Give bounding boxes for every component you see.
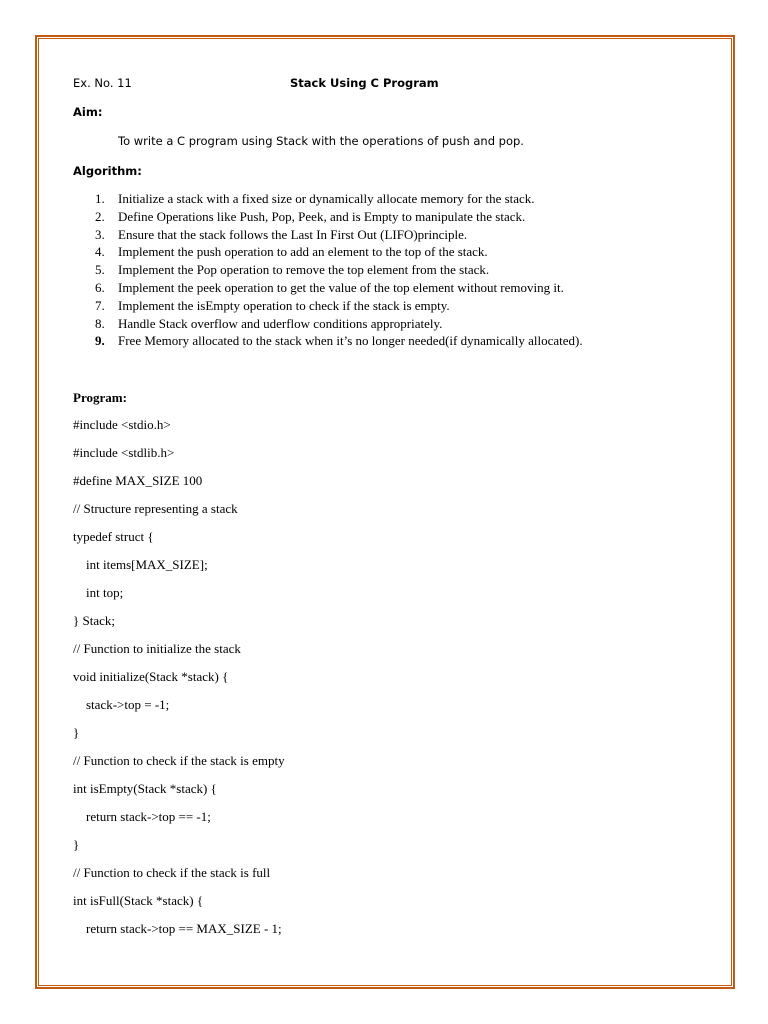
code-line: int top;: [73, 585, 124, 600]
step-number: 4.: [95, 244, 105, 260]
algorithm-step: [95, 261, 583, 279]
code-line: #include <stdio.h>: [73, 417, 171, 432]
exercise-number: Ex. No. 11: [73, 76, 132, 90]
algorithm-step: [95, 315, 583, 333]
step-number: 5.: [95, 262, 105, 278]
step-number: 7.: [95, 297, 105, 313]
step-text: Implement the push operation to add an element to the top of the stack.: [118, 244, 488, 260]
step-text: Implement the peek operation to get the value of the top element without removing it.: [118, 279, 564, 295]
code-line: // Structure representing a stack: [73, 501, 238, 516]
code-line: return stack->top == MAX_SIZE - 1;: [73, 921, 282, 936]
code-line: }: [73, 837, 80, 852]
step-text: Implement the isEmpty operation to check if the stack is empty.: [118, 297, 450, 313]
code-line: #include <stdlib.h>: [73, 445, 175, 460]
algorithm-heading: Algorithm:: [73, 164, 142, 178]
code-line: // Function to check if the stack is empty: [73, 753, 285, 768]
step-text: Ensure that the stack follows the Last In First Out (LIFO)principle.: [118, 226, 468, 242]
algorithm-step: [95, 332, 583, 350]
step-number: 1.: [95, 191, 105, 206]
step-text: Implement the Pop operation to remove the top element from the stack.: [118, 262, 490, 278]
code-line: } Stack;: [73, 613, 115, 628]
code-line: int isEmpty(Stack *stack) {: [73, 781, 217, 796]
step-number: 2.: [95, 208, 105, 224]
code-line: #define MAX_SIZE 100: [73, 473, 203, 488]
algorithm-step: [95, 226, 583, 244]
program-heading: Program:: [73, 390, 127, 405]
code-line: typedef struct {: [73, 529, 154, 544]
code-line: return stack->top == -1;: [73, 809, 211, 824]
code-line: void initialize(Stack *stack) {: [73, 669, 229, 684]
step-text: Free Memory allocated to the stack when it’s no longer needed(if dynamically allocated).: [118, 333, 583, 349]
code-line: int items[MAX_SIZE];: [73, 557, 208, 572]
step-number: 8.: [95, 315, 105, 331]
algorithm-steps: [95, 190, 583, 350]
document-title: Stack Using C Program: [290, 76, 439, 90]
step-number: 3.: [95, 226, 105, 242]
algorithm-step: [95, 297, 583, 315]
algorithm-step: [95, 190, 583, 208]
step-number: 9.: [95, 333, 105, 349]
step-text: Define Operations like Push, Pop, Peek, and is Empty to manipulate the stack.: [118, 208, 526, 224]
aim-heading: Aim:: [73, 105, 103, 119]
code-line: stack->top = -1;: [73, 697, 170, 712]
step-number: 6.: [95, 279, 105, 295]
code-line: int isFull(Stack *stack) {: [73, 893, 204, 908]
algorithm-step: [95, 208, 583, 226]
code-line: // Function to initialize the stack: [73, 641, 241, 656]
step-text: Initialize a stack with a fixed size or dynamically allocate memory for the stack.: [118, 191, 535, 206]
aim-text: To write a C program using Stack with the operations of push and pop.: [118, 134, 524, 148]
step-text: Handle Stack overflow and uderflow conditions appropriately.: [118, 315, 443, 331]
algorithm-step: [95, 243, 583, 261]
code-line: }: [73, 725, 80, 740]
program-code: [73, 416, 285, 948]
algorithm-step: [95, 279, 583, 297]
code-line: // Function to check if the stack is full: [73, 865, 271, 880]
